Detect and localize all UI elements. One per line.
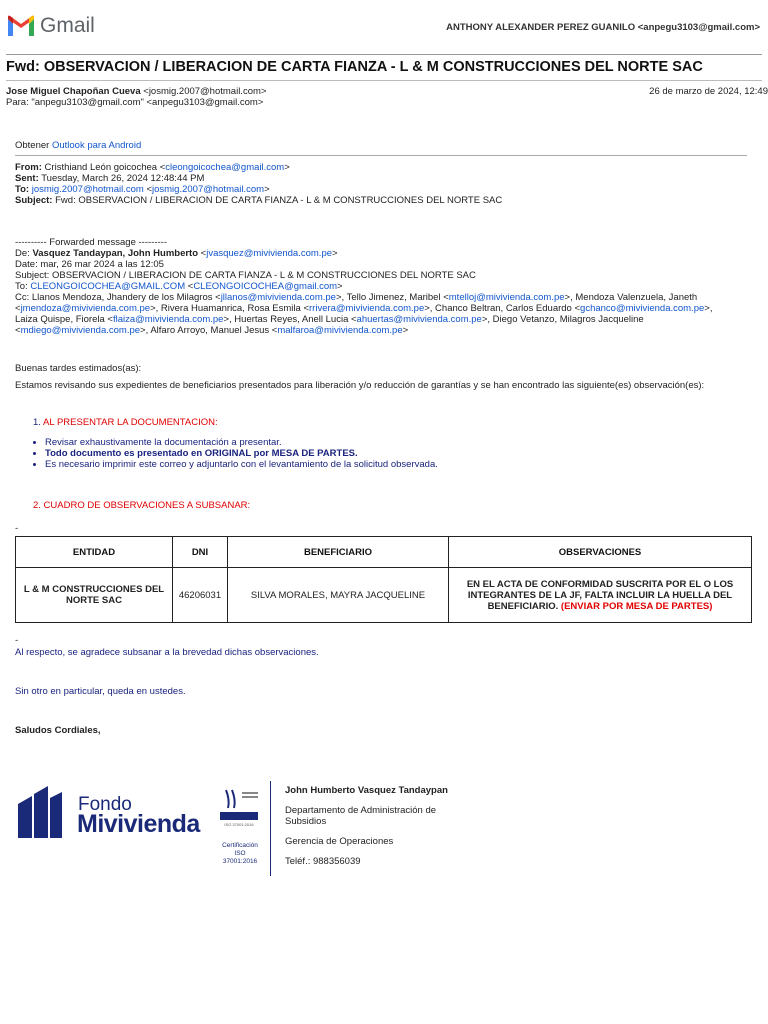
cc-email-link[interactable]: jmendoza@mivivienda.com.pe [20, 303, 151, 315]
iso-badge [218, 786, 260, 842]
cert-iso: ISO 37001:2016 [222, 849, 258, 865]
de-close: > [332, 247, 338, 259]
cc-text: >, Mendoza Valenzuela, Janeth [564, 292, 698, 304]
cc-email-link[interactable]: jllanos@mivivienda.com.pe [220, 292, 336, 304]
de-label: De: [15, 247, 33, 259]
cc-text: >, Alfaro Arroyo, Manuel Jesus < [140, 325, 278, 337]
cc-text: >, [704, 303, 713, 315]
forward-header-2 [15, 237, 760, 337]
intro-paragraph: Estamos revisando sus expedientes de beneficiarios presentados para liberación y/o reducción de garantías y se han encontrado las siguiente(es) observación(es): [15, 379, 705, 391]
obtener-text: Obtener [15, 140, 52, 151]
cc-text: >, Huertas Reyes, Anell Lucia < [223, 314, 357, 326]
forward-header-1 [15, 162, 760, 206]
instructions-list [15, 437, 760, 470]
greeting: Buenas tardes estimados(as): [15, 362, 142, 374]
signature-divider [270, 781, 271, 876]
cc-line-4 [15, 325, 760, 336]
cell-entidad: L & M CONSTRUCCIONES DEL NORTE SAC [16, 568, 173, 623]
account-label: ANTHONY ALEXANDER PEREZ GUANILO <anpegu3103@gmail.com> [446, 22, 760, 33]
email-subject: Fwd: OBSERVACION / LIBERACION DE CARTA FIANZA - L & M CONSTRUCCIONES DEL NORTE SAC [6, 59, 703, 75]
cc-text: >, Diego Vetanzo, Milagros Jacqueline [481, 314, 644, 326]
fwd-to-label: To: [15, 280, 31, 292]
list-item: • Todo documento es presentado en ORIGINAL por MESA DE PARTES. [45, 448, 760, 459]
section-1-heading [15, 417, 760, 428]
fwd-to-link-2[interactable]: CLEONGOICOCHEA@gmail.com [193, 280, 338, 292]
table-row [16, 568, 752, 623]
logo-fondo-text: Fondo [78, 794, 132, 815]
fwd-to-end: > [337, 280, 343, 292]
list-item: • Revisar exhaustivamente la documentación a presentar. [45, 437, 760, 448]
list-item: • Es necesario imprimir este correo y adjuntarlo con el levantamiento de la solicitud observada. [45, 459, 760, 470]
email-date: 26 de marzo de 2024, 12:49 [649, 86, 768, 97]
fwd-to-mid: < [185, 280, 194, 292]
to-end: > [264, 184, 270, 196]
to-email-link-1[interactable]: josmig.2007@hotmail.com [31, 184, 144, 196]
from-label: From: [15, 162, 42, 174]
observations-table [15, 536, 752, 623]
signature-gerencia: Gerencia de Operaciones [285, 835, 394, 847]
sent-label: Sent: [15, 173, 39, 185]
cc-line-1 [15, 292, 760, 303]
cell-observaciones [449, 568, 752, 623]
from-name: Cristhiand León goicochea < [41, 162, 166, 174]
subject-label: Subject: [15, 195, 53, 207]
obs-main-text: EN EL ACTA DE CONFORMIDAD SUSCRITA POR EL O LOS INTEGRANTES DE LA JF, FALTA INCLUIR LA HUELLA DEL BENEFICIARIO. [466, 578, 734, 612]
cc-email-link[interactable]: malfaroa@mivivienda.com.pe [277, 325, 403, 337]
cert-title: Certificación [222, 842, 258, 849]
sent-value: Tuesday, March 26, 2024 12:48:44 PM [38, 173, 205, 185]
header-beneficiario: BENEFICIARIO [228, 537, 449, 568]
dash-1: - [15, 523, 19, 535]
cc-text: >, Tello Jimenez, Maribel < [335, 292, 449, 304]
sender-line [6, 86, 266, 97]
header-observaciones: OBSERVACIONES [449, 537, 752, 568]
recipient-line: Para: "anpegu3103@gmail.com" <anpegu3103@gmail.com> [6, 97, 264, 108]
de-name: Vasquez Tandaypan, John Humberto [32, 247, 199, 259]
sin-otro-line: Sin otro en particular, queda en ustedes. [15, 685, 186, 697]
cc-text: Laiza Quispe, Fiorela < [15, 314, 113, 326]
outlook-android-link[interactable]: Outlook para Android [51, 140, 142, 151]
iso-badge-icon [218, 786, 260, 820]
obs-red-text: (ENVIAR POR MESA DE PARTES) [558, 600, 713, 612]
from-end: > [284, 162, 290, 174]
obtener-line [15, 140, 760, 151]
fwd-date: Date: mar, 26 mar 2024 a las 12:05 [15, 258, 164, 270]
subject-divider [6, 80, 762, 81]
table-header-row [16, 537, 752, 568]
gmail-logo-text: Gmail [40, 14, 95, 37]
cc-text: >, Rivera Huamanrica, Rosa Esmila < [150, 303, 309, 315]
cert-label [220, 842, 260, 865]
section-1-title: AL PRESENTAR LA DOCUMENTACION: [43, 416, 218, 428]
logo-mivivienda-text: Mivivienda [77, 810, 200, 838]
forwarded-separator: ---------- Forwarded message --------- [15, 236, 167, 248]
forward-divider [15, 155, 747, 156]
de-email-link[interactable]: jvasquez@mivivienda.com.pe [206, 247, 333, 259]
cc-email-link[interactable]: mtelloj@mivivienda.com.pe [448, 292, 565, 304]
header-entidad: ENTIDAD [16, 537, 173, 568]
cc-text: > [402, 325, 409, 337]
signature-logo-block [18, 780, 273, 876]
cc-line-3 [15, 314, 760, 325]
cc-email-link[interactable]: mdiego@mivivienda.com.pe [20, 325, 141, 337]
from-email-link[interactable]: cleongoicochea@gmail.com [165, 162, 285, 174]
header-dni: DNI [173, 537, 228, 568]
cc-line-2 [15, 303, 760, 314]
cc-email-link[interactable]: flaiza@mivivienda.com.pe [112, 314, 224, 326]
cell-beneficiario: SILVA MORALES, MAYRA JACQUELINE [228, 568, 449, 623]
badge-iso-text: ISO 37001:2016 [224, 822, 254, 828]
signature-dept: Departamento de Administración de Subsidios [285, 804, 437, 827]
cc-email-link[interactable]: gchanco@mivivienda.com.pe [580, 303, 705, 315]
email-body [15, 140, 760, 736]
signature-phone: Teléf.: 988356039 [285, 855, 361, 867]
saludos-line: Saludos Cordiales, [15, 724, 101, 736]
sender-address: <josmig.2007@hotmail.com> [143, 86, 267, 97]
mivivienda-building-icon [18, 782, 62, 838]
cc-text: < [15, 325, 21, 337]
dash-2: - [15, 635, 19, 647]
cell-dni: 46206031 [173, 568, 228, 623]
de-open: < [198, 247, 207, 259]
to-mid: < [143, 184, 152, 196]
to-email-link-2[interactable]: josmig.2007@hotmail.com [152, 184, 265, 196]
signature-name: John Humberto Vasquez Tandaypan [285, 785, 448, 796]
gmail-logo[interactable] [6, 14, 95, 39]
cc-text: Cc: Llanos Mendoza, Jhandery de los Milagros < [15, 292, 221, 304]
subject-value: Fwd: OBSERVACION / LIBERACION DE CARTA FIANZA - L & M CONSTRUCCIONES DEL NORTE SAC [52, 195, 503, 207]
to-label: To: [15, 184, 30, 196]
cc-text: < [15, 303, 21, 315]
sender-name: Jose Miguel Chapoñan Cueva [6, 86, 141, 97]
cc-text: >, Chanco Beltran, Carlos Eduardo < [424, 303, 581, 315]
cc-email-link[interactable]: ahuertas@mivivienda.com.pe [356, 314, 482, 326]
section-1-number: 1. [33, 416, 44, 428]
header-divider [6, 54, 762, 55]
cc-email-link[interactable]: rrivera@mivivienda.com.pe [309, 303, 425, 315]
fwd-to-link-1[interactable]: CLEONGOICOCHEA@GMAIL.COM [30, 280, 186, 292]
fwd-subject: Subject: OBSERVACION / LIBERACION DE CARTA FIANZA - L & M CONSTRUCCIONES DEL NORTE SAC [15, 269, 476, 281]
respecto-line: Al respecto, se agradece subsanar a la brevedad dichas observaciones. [15, 646, 319, 658]
signature-text [285, 786, 450, 868]
section-2-heading: 2. CUADRO DE OBSERVACIONES A SUBSANAR: [33, 500, 251, 512]
gmail-m-icon [6, 15, 36, 37]
